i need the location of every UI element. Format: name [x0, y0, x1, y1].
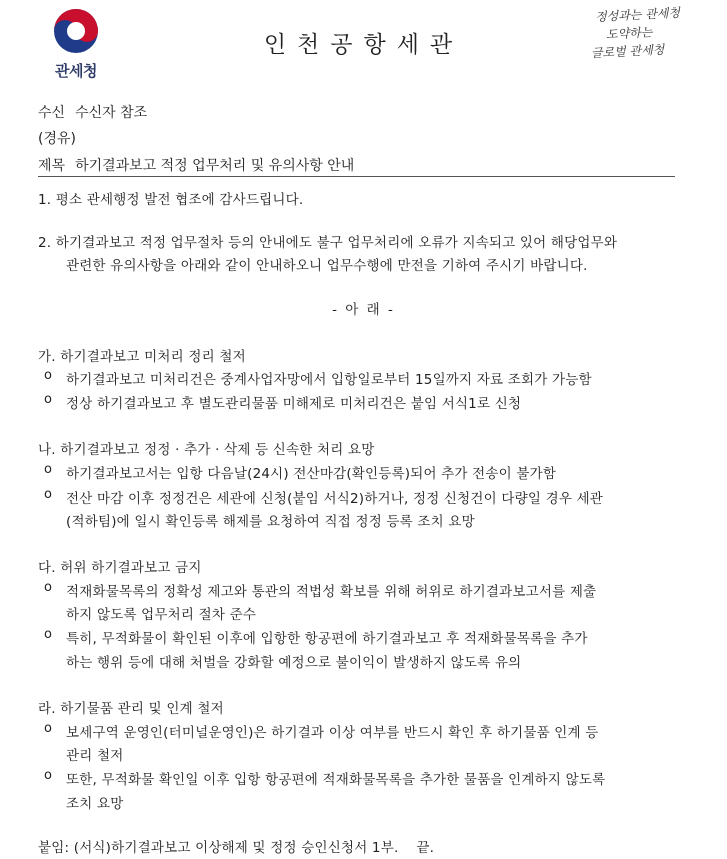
section-na-item-1: 하기결과보고서는 입항 다음날(24시) 전산마감(확인등록)되어 추가 전송이 불가함	[66, 466, 557, 482]
section-ga-item-1: 하기결과보고 미처리건은 중계사업자망에서 입항일로부터 15일까지 자료 조회가 가능함	[66, 372, 592, 388]
section-ra-item-1-line-2: 관리 철저	[66, 748, 124, 764]
bullet-icon: o	[44, 368, 52, 383]
paragraph-2-line-2: 관련한 유의사항을 아래와 같이 안내하오니 업무수행에 만전을 기하여 주시기 바랍니다.	[66, 258, 588, 274]
section-na-item-2-line-2: (적하팀)에 일시 확인등록 해제를 요청하여 직접 정정 등록 조치 요망	[66, 514, 475, 530]
via-row: (경유)	[38, 131, 76, 147]
subject-value: 하기결과보고 적정 업무처리 및 유의사항 안내	[75, 158, 355, 174]
section-da-item-1-line-1: 적재화물목록의 정확성 제고와 통관의 적법성 확보를 위해 허위로 하기결과보고서를 제출	[66, 584, 597, 600]
recipient-label: 수신	[38, 105, 66, 121]
section-ga-item-2: 정상 하기결과보고 후 별도관리물품 미해제로 미처리건은 붙임 서식1로 신청	[66, 396, 522, 412]
slogan-line: 글로벌 관세청	[590, 42, 665, 61]
section-ra-item-2-line-1: 또한, 무적화물 확인일 이후 입항 항공편에 적재화물목록을 추가한 물품을 인계하지 않도록	[66, 772, 606, 788]
separator: - 아 래 -	[332, 302, 395, 318]
slogan-signature	[587, 4, 686, 63]
slogan-line: 도약하는	[605, 25, 653, 42]
subject-row	[38, 155, 354, 175]
section-ra-item-2-line-2: 조치 요망	[66, 796, 124, 812]
section-da-item-2-line-1: 특히, 무적화물이 확인된 이후에 입항한 항공편에 하기결과보고 후 적재화물목록을 추가	[66, 631, 588, 647]
paragraph-1: 1. 평소 관세행정 발전 협조에 감사드립니다.	[38, 192, 304, 208]
section-da-item-1-line-2: 하지 않도록 업무처리 절차 준수	[66, 607, 257, 623]
slogan-line: 정성과는 관세청	[594, 5, 681, 25]
bullet-icon: o	[44, 462, 52, 477]
bullet-icon: o	[44, 721, 52, 736]
org-name: 인천공항세관	[263, 32, 464, 58]
section-ra-title: 라. 하기물품 관리 및 인계 철저	[38, 701, 224, 717]
attachment-line: 붙임: (서식)하기결과보고 이상해제 및 정정 승인신청서 1부. 끝.	[38, 840, 435, 856]
section-da-item-2-line-2: 하는 행위 등에 대해 처벌을 강화할 예정으로 불이익이 발생하지 않도록 유의	[66, 655, 522, 671]
bullet-icon: o	[44, 627, 52, 642]
header-divider	[38, 176, 675, 177]
bullet-icon: o	[44, 487, 52, 502]
recipient-row	[38, 102, 147, 122]
bullet-icon: o	[44, 392, 52, 407]
paragraph-2-line-1: 2. 하기결과보고 적정 업무절차 등의 안내에도 불구 업무처리에 오류가 지속되고 있어 해당업무와	[38, 235, 618, 251]
recipient-value: 수신자 참조	[75, 105, 148, 121]
section-ga-title: 가. 하기결과보고 미처리 정리 철저	[38, 349, 246, 365]
logo-label: 관세청	[55, 62, 97, 80]
section-na-item-2-line-1: 전산 마감 이후 정정건은 세관에 신청(붙임 서식2)하거나, 정정 신청건이 다량일 경우 세관	[66, 491, 604, 507]
bullet-icon: o	[44, 768, 52, 783]
section-ra-item-1-line-1: 보세구역 운영인(터미널운영인)은 하기결과 이상 여부를 반드시 확인 후 하기물품 인계 등	[66, 725, 599, 741]
section-da-title: 다. 허위 하기결과보고 금지	[38, 560, 202, 576]
bullet-icon: o	[44, 580, 52, 595]
subject-label: 제목	[38, 158, 66, 174]
section-na-title: 나. 하기결과보고 정정 · 추가 · 삭제 등 신속한 처리 요망	[38, 442, 375, 458]
